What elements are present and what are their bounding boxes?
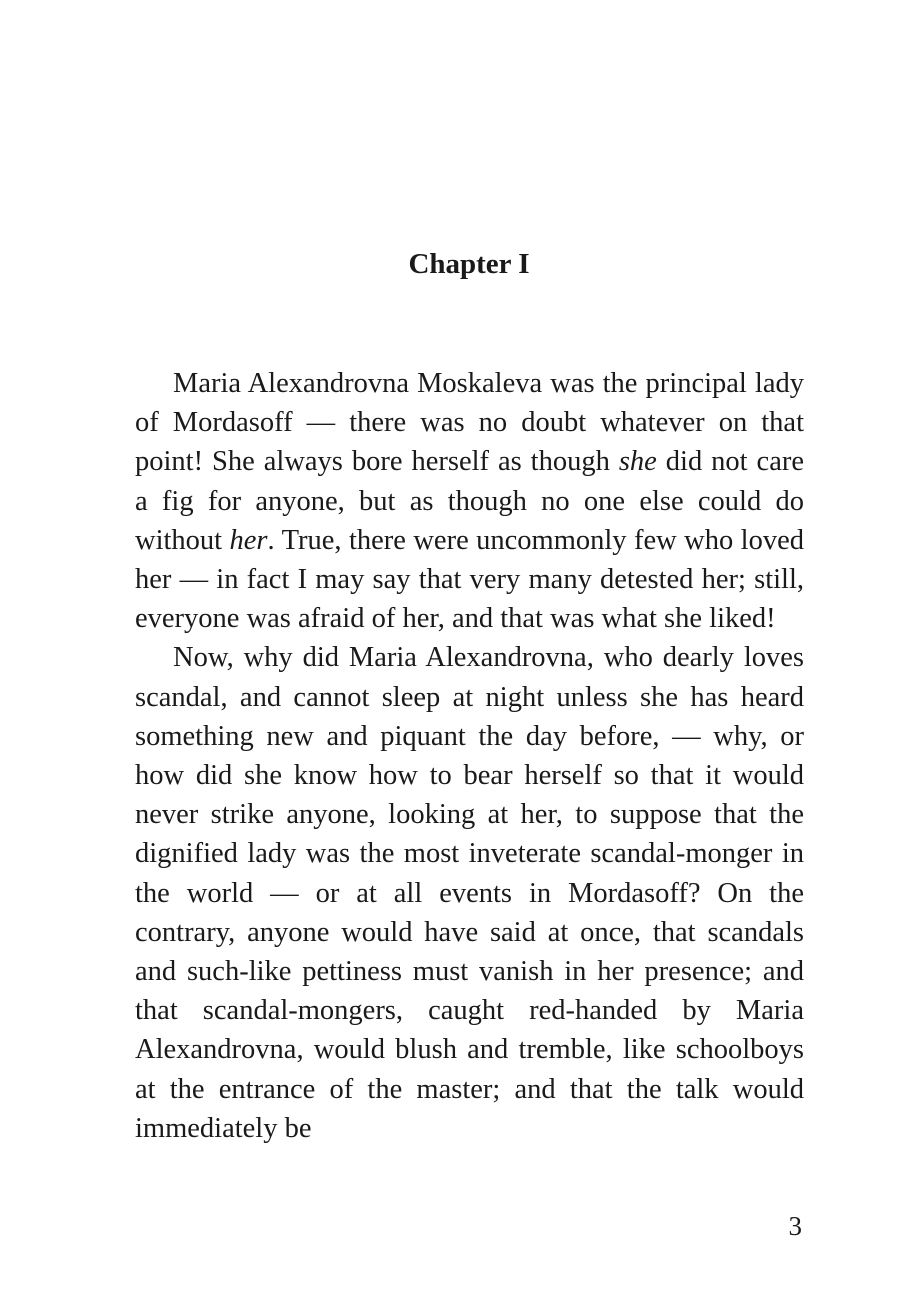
text-segment: did not care a fig for anyone, but as though no one else could do without bbox=[135, 446, 805, 556]
emphasis-text: she bbox=[618, 446, 657, 478]
paragraph bbox=[135, 364, 804, 638]
page-number: 3 bbox=[788, 1211, 802, 1241]
text-segment: Now, why did Maria Alexandrovna, who dearly loves scandal, and cannot sleep at night unless she has heard something new and piquant the day before, — why, or how did she know how to bear herself so that it would never strike anyone, looking at her, to suppose that the dignified lady was the most inveterate scandal-monger in the world — or at all events in Mordasoff? On the contrary, anyone would have said at once, that scandals and such-like pettiness must vanish in her presence; and that scandal-mongers, caught red-handed by Maria Alexandrovna, would blush and tremble, like schoolboys at the entrance of the master; and that the talk would immediately be bbox=[135, 642, 804, 1144]
body-text bbox=[135, 364, 804, 1148]
text-segment: . True, there were uncommonly few who loved her — in fact I may say that very many detested her; still, everyone was afraid of her, and that was what she liked! bbox=[135, 524, 804, 635]
paragraph bbox=[135, 638, 804, 1148]
emphasis-text: her bbox=[229, 524, 268, 556]
text-segment: Maria Alexandrovna Moskaleva was the principal lady of Mordasoff — there was no doubt whatever on that point! She always bore herself as though bbox=[135, 368, 804, 478]
chapter-title: Chapter I bbox=[408, 248, 530, 280]
